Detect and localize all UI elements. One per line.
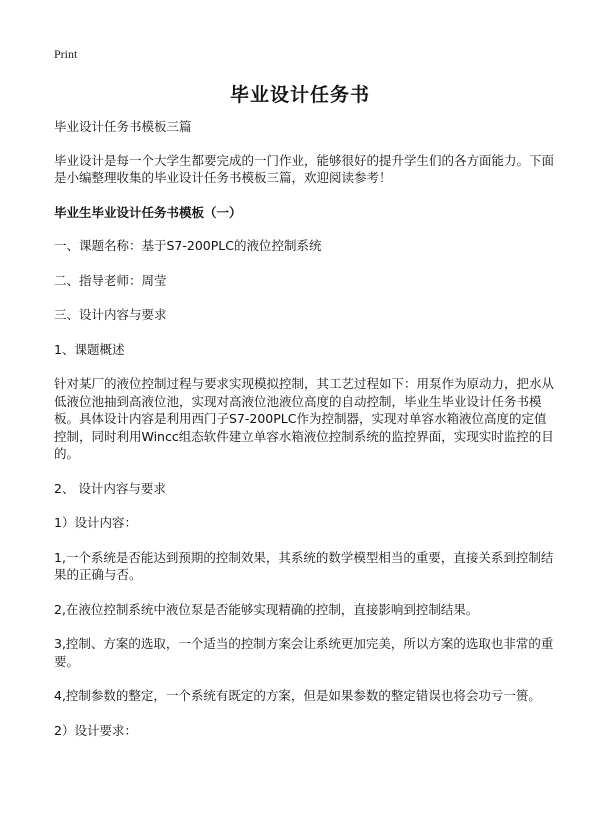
design-requirements-subheading: 2）设计要求：: [54, 722, 137, 738]
design-point-1: 1,一个系统是否能达到预期的控制效果，其系统的数学模型相当的重要，直接关系到控制结果的正确与否。: [54, 549, 554, 582]
topic-line: 一、课题名称：基于S7-200PLC的液位控制系统: [54, 238, 322, 253]
overview-heading: 1、课题概述: [54, 341, 125, 357]
overview-paragraph: 针对某厂的液位控制过程与要求实现模拟控制，其工艺过程如下：用泵作为原动力，把水从低液位池抽到高液位池，实现对高液位池液位高度的自动控制，毕业生毕业设计任务书模板。具体设计内容是利用西门子S7-200PLC作为控制器，实现对单容水箱液位高度的定值控制，同时利用Wincc组态软件建立单容水箱液位控制系统的监控界面，实现实时监控的目的。: [54, 376, 555, 461]
advisor-line: 二、指导老师：周莹: [54, 272, 167, 288]
requirements-heading: 2、 设计内容与要求: [54, 480, 166, 496]
subtitle: 毕业设计任务书模板三篇: [54, 119, 192, 134]
design-point-2: 2,在液位控制系统中液位泵是否能够实现精确的控制，直接影响到控制结果。: [54, 601, 479, 617]
design-point-3: 3,控制、方案的选取，一个适当的控制方案会让系统更加完美，所以方案的选取也非常的重要。: [54, 636, 554, 669]
design-content-subheading: 1）设计内容：: [54, 515, 137, 530]
design-content-heading: 三、设计内容与要求: [54, 307, 167, 322]
section-heading: 毕业生毕业设计任务书模板（一）: [54, 204, 242, 220]
intro-paragraph: 毕业设计是每一个大学生都要完成的一门作业，能够很好的提升学生们的各方面能力。下面是小编整理收集的毕业设计任务书模板三篇，欢迎阅读参考！: [54, 152, 555, 185]
document-body: [54, 118, 554, 753]
design-point-4: 4,控制参数的整定，一个系统有既定的方案，但是如果参数的整定错误也将会功亏一篑。: [54, 688, 541, 703]
page-title: 毕业设计任务书: [229, 84, 370, 106]
print-link[interactable]: Print: [54, 47, 78, 61]
